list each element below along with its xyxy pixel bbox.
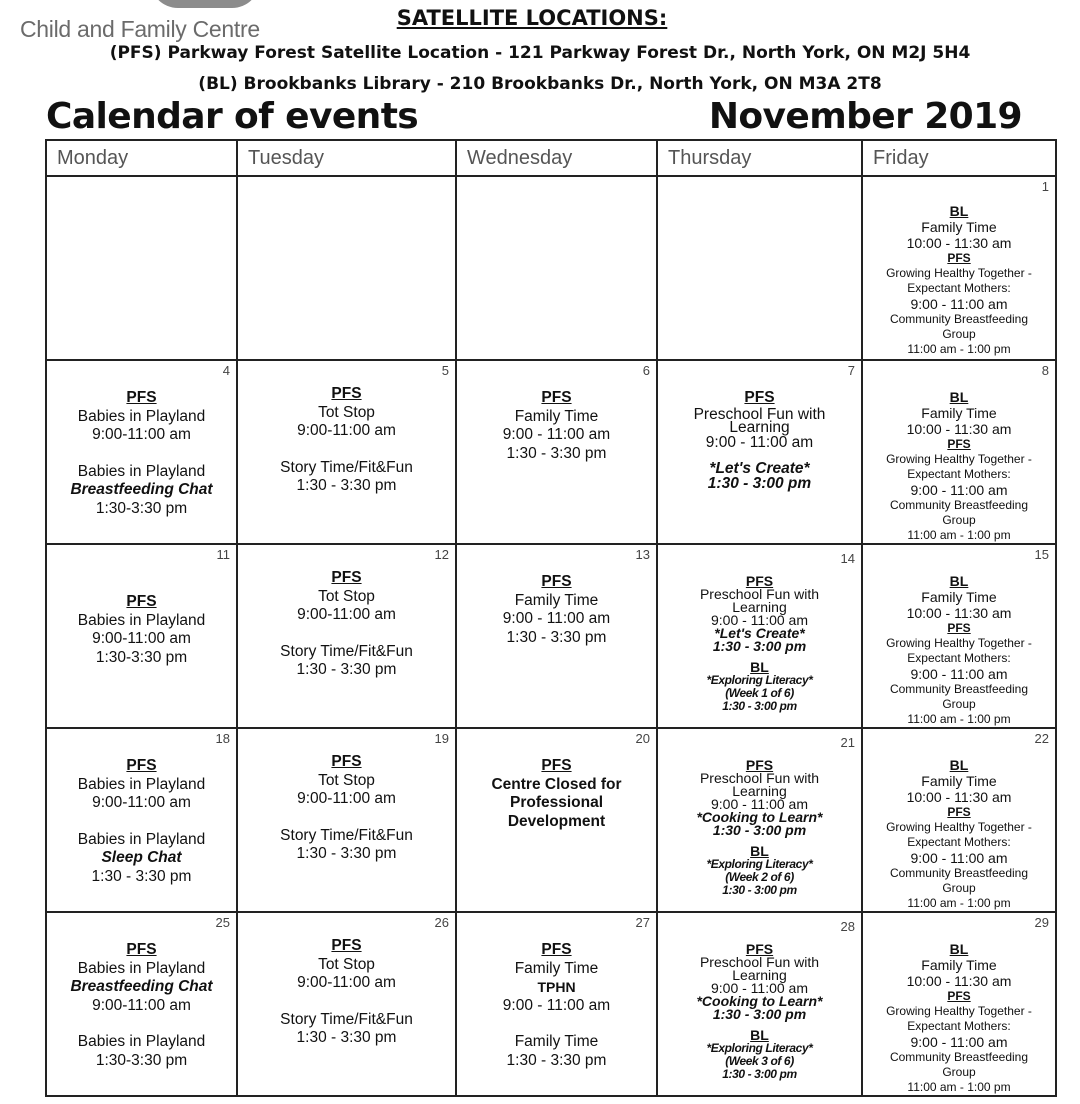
day-cell-14 [657, 544, 862, 728]
event-title: Community Breastfeeding [889, 312, 1029, 326]
event-time: 11:00 am - 1:00 pm [907, 896, 1011, 910]
event-week: (Week 1 of 6) [725, 686, 794, 700]
day-events [863, 389, 1055, 543]
week-row [46, 360, 1056, 544]
event-time: 10:00 - 11:30 am [906, 421, 1012, 437]
day-cell-21 [657, 728, 862, 912]
location-pfs: PFS [745, 573, 774, 589]
event-time: 1:30 - 3:00 pm [722, 883, 797, 897]
event-topic: *Exploring Literacy* [706, 857, 813, 871]
event-host: TPHN [537, 979, 576, 995]
day-events [238, 937, 455, 1048]
location-pfs: PFS [126, 389, 157, 406]
event-title: Expectant Mothers: [907, 467, 1011, 481]
event-title: Growing Healthy Together - [886, 636, 1032, 650]
event-title: Family Time [921, 589, 997, 605]
day-events [863, 941, 1055, 1095]
satellite-bl: (BL) Brookbanks Library - 210 Brookbanks Dr., North York, ON M3A 2T8 [198, 74, 882, 94]
day-number: 13 [635, 547, 650, 562]
event-time: 9:00 - 11:00 am [710, 612, 809, 628]
location-bl: BL [949, 573, 969, 589]
day-number: 27 [635, 915, 650, 930]
location-bl: BL [949, 757, 969, 773]
day-cell-29 [862, 912, 1056, 1096]
event-title: Babies in Playland [77, 959, 206, 977]
event-time: 9:00 - 11:00 am [910, 666, 1008, 682]
event-time: 9:00-11:00 am [92, 630, 191, 647]
day-number: 26 [434, 915, 449, 930]
location-pfs: PFS [745, 941, 774, 957]
event-time: 1:30 - 3:30 pm [296, 845, 397, 862]
event-title: Family Time [514, 959, 599, 977]
location-pfs: PFS [744, 389, 775, 406]
location-bl: BL [750, 843, 769, 859]
day-cell-11 [46, 544, 237, 728]
event-time: 9:00 - 11:00 am [910, 1034, 1008, 1050]
day-number: 29 [1034, 915, 1049, 930]
day-cell-15 [862, 544, 1056, 728]
day-events [47, 757, 236, 886]
day-cell-empty [237, 176, 456, 360]
location-pfs: PFS [331, 937, 362, 954]
event-title: Family Time [921, 405, 997, 421]
event-topic: Sleep Chat [101, 849, 182, 866]
org-name: Child and Family Centre [20, 16, 260, 42]
location-pfs: PFS [947, 251, 971, 265]
event-time: 11:00 am - 1:00 pm [907, 342, 1011, 356]
event-time: 9:00-11:00 am [297, 790, 396, 807]
event-time: 9:00 - 11:00 am [910, 850, 1008, 866]
event-time: 1:30-3:30 pm [95, 1051, 188, 1069]
location-pfs: PFS [745, 757, 774, 773]
weekday-thursday: Thursday [657, 140, 862, 176]
day-cell-28 [657, 912, 862, 1096]
day-cell-27 [456, 912, 657, 1096]
day-cell-empty [657, 176, 862, 360]
event-title: Preschool Fun with [699, 586, 820, 602]
day-number: 20 [635, 731, 650, 746]
location-bl: BL [750, 659, 769, 675]
event-title: Group [942, 327, 976, 341]
event-title: Learning [732, 967, 787, 983]
weekday-friday: Friday [862, 140, 1056, 176]
week-row [46, 912, 1056, 1096]
event-title: Family Time [921, 219, 997, 235]
event-title: Growing Healthy Together - [886, 452, 1032, 466]
event-topic: *Exploring Literacy* [706, 1041, 813, 1055]
event-title: Story Time/Fit&Fun [280, 458, 413, 476]
day-number: 18 [215, 731, 230, 746]
day-events [863, 757, 1055, 911]
event-title: Growing Healthy Together - [886, 820, 1032, 834]
event-topic: *Exploring Literacy* [706, 673, 813, 687]
event-time: 1:30 - 3:30 pm [506, 628, 607, 646]
location-pfs: PFS [541, 573, 572, 590]
event-title: Babies in Playland [77, 611, 206, 629]
event-title: Tot Stop [318, 403, 375, 421]
day-number: 8 [1041, 363, 1049, 378]
month-title: November 2019 [708, 96, 1022, 137]
event-title: Family Time [921, 773, 997, 789]
event-time: 1:30 - 3:30 pm [506, 1051, 607, 1069]
event-time: 10:00 - 11:30 am [906, 789, 1012, 805]
event-title: Group [942, 881, 976, 895]
location-pfs: PFS [331, 385, 362, 402]
day-events [658, 575, 861, 713]
event-time: 1:30 - 3:00 pm [707, 475, 812, 492]
event-title: Learning [729, 418, 790, 436]
event-time: 1:30 - 3:00 pm [722, 699, 797, 713]
day-events [47, 941, 236, 1070]
event-time: 9:00-11:00 am [297, 422, 396, 439]
event-topic: Breastfeeding Chat [70, 481, 213, 498]
day-events [863, 573, 1055, 727]
calendar-grid [45, 139, 1057, 1097]
event-time: 1:30 - 3:30 pm [296, 1029, 397, 1046]
event-time: 10:00 - 11:30 am [906, 973, 1012, 989]
event-time: 9:00 - 11:00 am [910, 482, 1008, 498]
day-events [658, 943, 861, 1081]
event-time: 10:00 - 11:30 am [906, 605, 1012, 621]
event-time: 9:00-11:00 am [297, 606, 396, 623]
day-cell-26 [237, 912, 456, 1096]
day-cell-13 [456, 544, 657, 728]
day-number: 7 [847, 363, 855, 378]
event-week: (Week 3 of 6) [725, 1054, 794, 1068]
day-number: 15 [1034, 547, 1049, 562]
event-title: Story Time/Fit&Fun [280, 1010, 413, 1028]
event-time: 1:30-3:30 pm [95, 499, 188, 517]
day-number: 28 [840, 919, 855, 934]
day-number: 4 [222, 363, 230, 378]
day-number: 11 [216, 547, 230, 562]
day-events [457, 941, 656, 1070]
event-title: Growing Healthy Together - [886, 1004, 1032, 1018]
day-cell-7 [657, 360, 862, 544]
day-events [457, 757, 656, 831]
satellite-title-text: SATELLITE LOCATIONS: [396, 6, 668, 30]
event-title: Expectant Mothers: [907, 281, 1011, 295]
day-events [238, 753, 455, 864]
weekday-tuesday: Tuesday [237, 140, 456, 176]
event-title: Family Time [514, 407, 599, 425]
event-title: Professional [509, 794, 604, 811]
event-topic: *Cooking to Learn* [696, 809, 823, 825]
event-time: 1:30 - 3:30 pm [296, 661, 397, 678]
day-cell-5 [237, 360, 456, 544]
day-events [47, 593, 236, 667]
day-events [457, 389, 656, 463]
event-time: 9:00 - 11:00 am [502, 996, 611, 1014]
event-title: Group [942, 513, 976, 527]
event-title: Group [942, 697, 976, 711]
event-title: Family Time [514, 591, 599, 609]
event-time: 1:30 - 3:00 pm [712, 1006, 807, 1022]
day-number: 22 [1034, 731, 1049, 746]
week-row [46, 544, 1056, 728]
day-cell-6 [456, 360, 657, 544]
event-title: Learning [732, 599, 787, 615]
location-pfs: PFS [541, 389, 572, 406]
event-time: 1:30 - 3:00 pm [712, 638, 807, 654]
day-number: 12 [434, 547, 449, 562]
location-pfs: PFS [541, 941, 572, 958]
day-cell-20 [456, 728, 657, 912]
event-time: 1:30 - 3:30 pm [91, 867, 192, 885]
event-time: 11:00 am - 1:00 pm [907, 528, 1011, 542]
event-topic: *Let's Create* [714, 625, 805, 641]
event-time: 1:30-3:30 pm [95, 648, 188, 666]
event-title: Babies in Playland [77, 830, 206, 848]
event-time: 9:00-11:00 am [297, 974, 396, 991]
location-pfs: PFS [947, 805, 971, 819]
event-topic: Breastfeeding Chat [70, 978, 213, 995]
weekday-header-row [46, 140, 1056, 176]
event-time: 11:00 am - 1:00 pm [907, 712, 1011, 726]
event-time: 1:30 - 3:00 pm [712, 822, 807, 838]
event-title: Growing Healthy Together - [886, 266, 1032, 280]
day-events [457, 573, 656, 647]
day-number: 1 [1041, 179, 1049, 194]
day-cell-12 [237, 544, 456, 728]
satellite-pfs: (PFS) Parkway Forest Satellite Location - 121 Parkway Forest Dr., North York, ON M2J 5H4 [109, 43, 971, 63]
day-events [658, 759, 861, 897]
event-title: Tot Stop [318, 955, 375, 973]
event-time: 9:00 - 11:00 am [502, 426, 611, 443]
event-title: Babies in Playland [77, 775, 206, 793]
event-title: Preschool Fun with [693, 405, 826, 423]
location-pfs: PFS [126, 593, 157, 610]
event-title: Community Breastfeeding [889, 866, 1029, 880]
day-cell-25 [46, 912, 237, 1096]
day-number: 25 [215, 915, 230, 930]
event-title: Development [507, 812, 606, 830]
day-cell-18 [46, 728, 237, 912]
event-time: 11:00 am - 1:00 pm [907, 1080, 1011, 1094]
event-time: 9:00-11:00 am [92, 426, 191, 443]
event-time: 9:00-11:00 am [92, 794, 191, 811]
event-title: Family Time [514, 1033, 599, 1050]
event-time: 10:00 - 11:30 am [906, 235, 1012, 251]
day-number: 6 [642, 363, 650, 378]
event-title: Babies in Playland [77, 407, 206, 425]
event-title: Learning [732, 783, 787, 799]
day-cell-8 [862, 360, 1056, 544]
location-pfs: PFS [331, 569, 362, 586]
event-title: Preschool Fun with [699, 954, 820, 970]
location-pfs: PFS [126, 941, 157, 958]
event-title: Story Time/Fit&Fun [280, 642, 413, 660]
location-bl: BL [949, 389, 969, 405]
satellite-title [0, 6, 1080, 30]
event-title: Community Breastfeeding [889, 1050, 1029, 1064]
event-title: Babies in Playland [77, 462, 206, 480]
event-title: Preschool Fun with [699, 770, 820, 786]
day-cell-22 [862, 728, 1056, 912]
day-events [47, 389, 236, 518]
event-time: 9:00 - 11:00 am [910, 296, 1008, 312]
location-pfs: PFS [541, 757, 572, 774]
location-pfs: PFS [947, 437, 971, 451]
event-topic: *Let's Create* [709, 460, 810, 477]
location-pfs: PFS [947, 989, 971, 1003]
event-title: Family Time [921, 957, 997, 973]
calendar-title: Calendar of events [46, 96, 419, 137]
event-time: 1:30 - 3:30 pm [506, 444, 607, 462]
event-time: 1:30 - 3:30 pm [296, 477, 397, 494]
week-row [46, 176, 1056, 360]
event-title: Expectant Mothers: [907, 1019, 1011, 1033]
event-time: 9:00 - 11:00 am [502, 610, 611, 627]
event-title: Centre Closed for [491, 775, 622, 793]
weekday-monday: Monday [46, 140, 237, 176]
day-number: 19 [434, 731, 449, 746]
event-title: Group [942, 1065, 976, 1079]
event-title: Tot Stop [318, 587, 375, 605]
location-pfs: PFS [947, 621, 971, 635]
location-pfs: PFS [126, 757, 157, 774]
day-cell-empty [456, 176, 657, 360]
event-title: Expectant Mothers: [907, 651, 1011, 665]
event-topic: *Cooking to Learn* [696, 993, 823, 1009]
day-cell-4 [46, 360, 237, 544]
day-cell-1 [862, 176, 1056, 360]
day-cell-19 [237, 728, 456, 912]
day-number: 21 [840, 735, 855, 750]
week-row [46, 728, 1056, 912]
event-time: 1:30 - 3:00 pm [722, 1067, 797, 1081]
day-cell-empty [46, 176, 237, 360]
event-title: Expectant Mothers: [907, 835, 1011, 849]
day-events [238, 385, 455, 496]
event-time: 9:00 - 11:00 am [710, 796, 809, 812]
event-title: Community Breastfeeding [889, 498, 1029, 512]
event-time: 9:00 - 11:00 am [705, 433, 814, 451]
day-events [238, 569, 455, 680]
event-week: (Week 2 of 6) [725, 870, 794, 884]
location-bl: BL [949, 941, 969, 957]
event-time: 9:00 - 11:00 am [710, 980, 809, 996]
event-title: Community Breastfeeding [889, 682, 1029, 696]
weekday-wednesday: Wednesday [456, 140, 657, 176]
day-events [863, 203, 1055, 357]
event-title: Story Time/Fit&Fun [280, 826, 413, 844]
location-bl: BL [750, 1027, 769, 1043]
day-number: 14 [840, 551, 855, 566]
location-bl: BL [949, 203, 969, 219]
event-title: Tot Stop [318, 771, 375, 789]
event-time: 9:00-11:00 am [92, 996, 191, 1014]
event-title: Babies in Playland [77, 1033, 206, 1050]
location-pfs: PFS [331, 753, 362, 770]
day-events [658, 389, 861, 494]
day-number: 5 [441, 363, 449, 378]
